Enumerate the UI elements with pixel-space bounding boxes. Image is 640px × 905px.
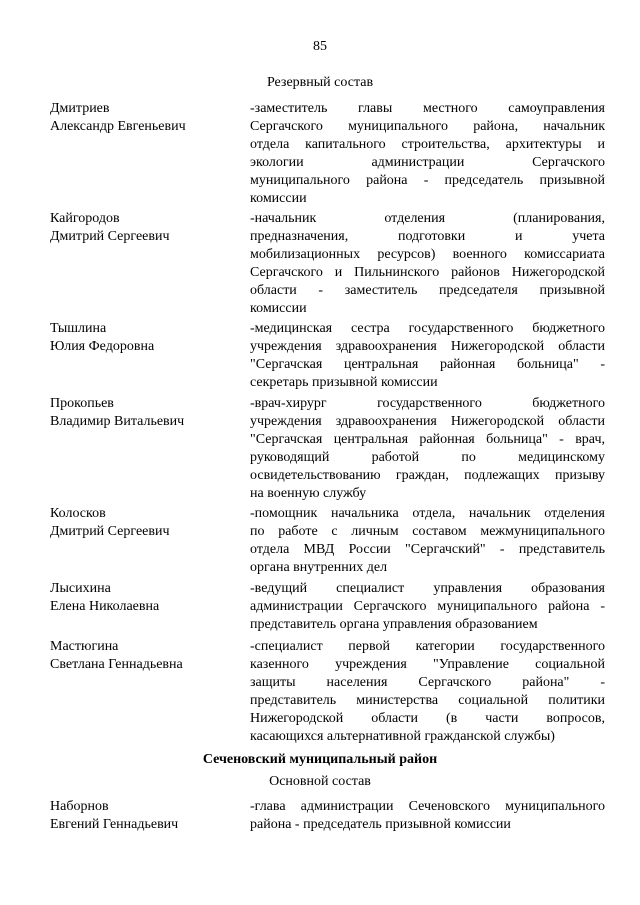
- role-line: экологии администрации Сергачского: [250, 154, 605, 170]
- role-line: учреждения здравоохранения Нижегородской области: [250, 413, 605, 429]
- role-line: -специалист первой категории государственного: [250, 639, 605, 654]
- member-name: [50, 100, 240, 136]
- member-name: [50, 580, 240, 616]
- member-surname: Прокопьев: [50, 396, 114, 411]
- role-line: области - заместитель председателя призывной: [250, 282, 605, 298]
- section-heading-reserve: Резервный состав: [266, 75, 374, 90]
- role-line: казенного учреждения "Управление социальной: [250, 656, 605, 672]
- member-surname: Кайгородов: [50, 211, 120, 226]
- member-role: [250, 798, 605, 834]
- role-line: руководящий работой по медицинскому: [250, 449, 605, 465]
- member-role: [250, 320, 605, 392]
- role-line: администрации Сергачского муниципального района -: [250, 598, 605, 614]
- role-line: "Сергачская центральная районная больница" - врач,: [250, 431, 605, 447]
- role-line: -ведущий специалист управления образования: [250, 581, 605, 596]
- role-line: -заместитель главы местного самоуправления: [250, 101, 605, 116]
- role-line: освидетельствованию граждан, подлежащих призыву: [250, 467, 605, 483]
- member-given-names: Дмитрий Сергеевич: [50, 228, 170, 244]
- role-line: представитель органа управления образованием: [250, 616, 538, 632]
- role-line: защиты населения Сергачского района" -: [250, 674, 605, 690]
- role-line: отдела капитального строительства, архитектуры и: [250, 136, 605, 152]
- member-role: [250, 210, 605, 317]
- role-line: органа внутренних дел: [250, 559, 388, 575]
- member-role: [250, 505, 605, 577]
- role-line: -врач-хирург государственного бюджетного: [250, 396, 605, 411]
- role-line: отдела МВД России "Сергачский" - представитель: [250, 541, 605, 557]
- role-line: -начальник отделения (планирования,: [250, 211, 605, 226]
- member-given-names: Елена Николаевна: [50, 598, 160, 614]
- role-line: на военную службу: [250, 485, 367, 501]
- role-line: мобилизационных ресурсов) военного комиссариата: [250, 246, 605, 262]
- role-line: комиссии: [250, 300, 307, 316]
- role-line: муниципального района - председатель призывной: [250, 172, 605, 188]
- member-name: [50, 638, 240, 674]
- member-surname: Мастюгина: [50, 639, 119, 654]
- role-line: района - председатель призывной комиссии: [250, 816, 511, 832]
- role-line: предназначения, подготовки и учета: [250, 228, 605, 244]
- role-line: -помощник начальника отдела, начальник отделения: [250, 506, 605, 521]
- role-line: Сергачского и Пильнинского районов Нижегородской: [250, 264, 605, 280]
- role-line: -глава администрации Сеченовского муниципального: [250, 799, 605, 814]
- member-name: [50, 505, 240, 541]
- role-line: Сергачского муниципального района, начальник: [250, 118, 605, 134]
- role-line: комиссии: [250, 190, 307, 206]
- role-line: -медицинская сестра государственного бюджетного: [250, 321, 605, 336]
- member-role: [250, 580, 605, 634]
- section-heading-main: Основной состав: [269, 774, 371, 789]
- member-given-names: Светлана Геннадьевна: [50, 656, 183, 672]
- member-given-names: Владимир Витальевич: [50, 413, 185, 429]
- role-line: Нижегородской области (в части вопросов,: [250, 710, 605, 726]
- role-line: "Сергачская центральная районная больница" -: [250, 356, 605, 372]
- member-name: [50, 320, 240, 356]
- member-name: [50, 798, 240, 834]
- member-name: [50, 395, 240, 431]
- member-given-names: Александр Евгеньевич: [50, 118, 186, 134]
- role-line: касающихся альтернативной гражданской службы): [250, 728, 555, 744]
- member-surname: Наборнов: [50, 799, 109, 814]
- member-role: [250, 395, 605, 502]
- role-line: учреждения здравоохранения Нижегородской области: [250, 338, 605, 354]
- district-heading: Сеченовский муниципальный район: [202, 752, 438, 767]
- member-surname: Колосков: [50, 506, 106, 521]
- role-line: по работе с личным составом межмуниципального: [250, 523, 605, 539]
- member-role: [250, 638, 605, 745]
- member-name: [50, 210, 240, 246]
- role-line: представитель министерства социальной политики: [250, 692, 605, 708]
- member-surname: Лысихина: [50, 581, 111, 596]
- member-given-names: Евгений Геннадьевич: [50, 816, 179, 832]
- page-number: 85: [313, 39, 327, 54]
- member-given-names: Юлия Федоровна: [50, 338, 155, 354]
- role-line: секретарь призывной комиссии: [250, 374, 438, 390]
- member-given-names: Дмитрий Сергеевич: [50, 523, 170, 539]
- member-surname: Дмитриев: [50, 101, 110, 116]
- member-role: [250, 100, 605, 207]
- member-surname: Тышлина: [50, 321, 107, 336]
